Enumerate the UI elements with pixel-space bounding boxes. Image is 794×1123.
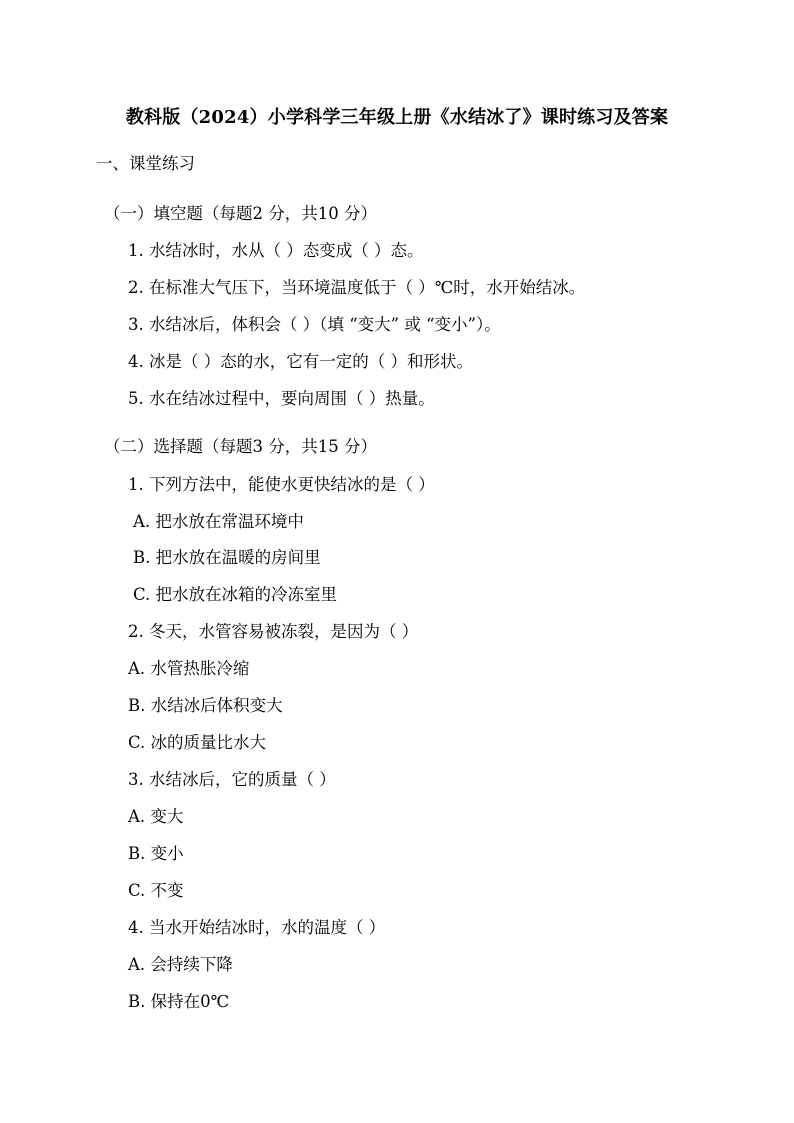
choice-question-1-stem: 1. 下列方法中，能使水更快结冰的是（ ） — [128, 475, 435, 494]
fill-in-question-3: 3. 水结冰后，体积会（ ）（填 “变大” 或 “变小”）。 — [128, 315, 501, 334]
choice-question-1-option-a: A. 把水放在常温环境中 — [133, 512, 304, 531]
section-heading-classroom-practice: 一、课堂练习 — [96, 154, 195, 173]
choice-question-1-option-c: C. 把水放在冰箱的冷冻室里 — [133, 585, 338, 604]
choice-question-2-option-a: A. 水管热胀冷缩 — [128, 659, 250, 678]
choice-question-4-option-a: A. 会持续下降 — [128, 955, 233, 974]
choice-question-1-option-b: B. 把水放在温暖的房间里 — [133, 548, 321, 567]
fill-in-question-2: 2. 在标准大气压下，当环境温度低于（ ）℃时，水开始结冰。 — [128, 278, 586, 297]
fill-in-question-5: 5. 水在结冰过程中，要向周围（ ）热量。 — [128, 389, 435, 408]
choice-question-2-option-b: B. 水结冰后体积变大 — [128, 696, 283, 715]
fill-in-question-4: 4. 冰是（ ）态的水，它有一定的（ ）和形状。 — [128, 352, 473, 371]
fill-in-question-1: 1. 水结冰时，水从（ ）态变成（ ）态。 — [128, 241, 424, 260]
choice-question-3-option-a: A. 变大 — [128, 807, 184, 826]
choice-question-2-option-c: C. 冰的质量比水大 — [128, 733, 267, 752]
choice-question-3-stem: 3. 水结冰后，它的质量（ ） — [128, 770, 336, 789]
choice-question-3-option-c: C. 不变 — [128, 881, 184, 900]
choice-question-4-stem: 4. 当水开始结冰时，水的温度（ ） — [128, 918, 386, 937]
fill-in-heading: （一）填空题（每题2 分，共10 分） — [104, 204, 377, 223]
document-title: 教科版（2024）小学科学三年级上册《水结冰了》课时练习及答案 — [125, 107, 669, 128]
choice-question-4-option-b: B. 保持在0℃ — [128, 992, 230, 1011]
choice-question-3-option-b: B. 变小 — [128, 844, 184, 863]
choice-question-2-stem: 2. 冬天，水管容易被冻裂，是因为（ ） — [128, 622, 419, 641]
choice-heading: （二）选择题（每题3 分，共15 分） — [104, 437, 377, 456]
